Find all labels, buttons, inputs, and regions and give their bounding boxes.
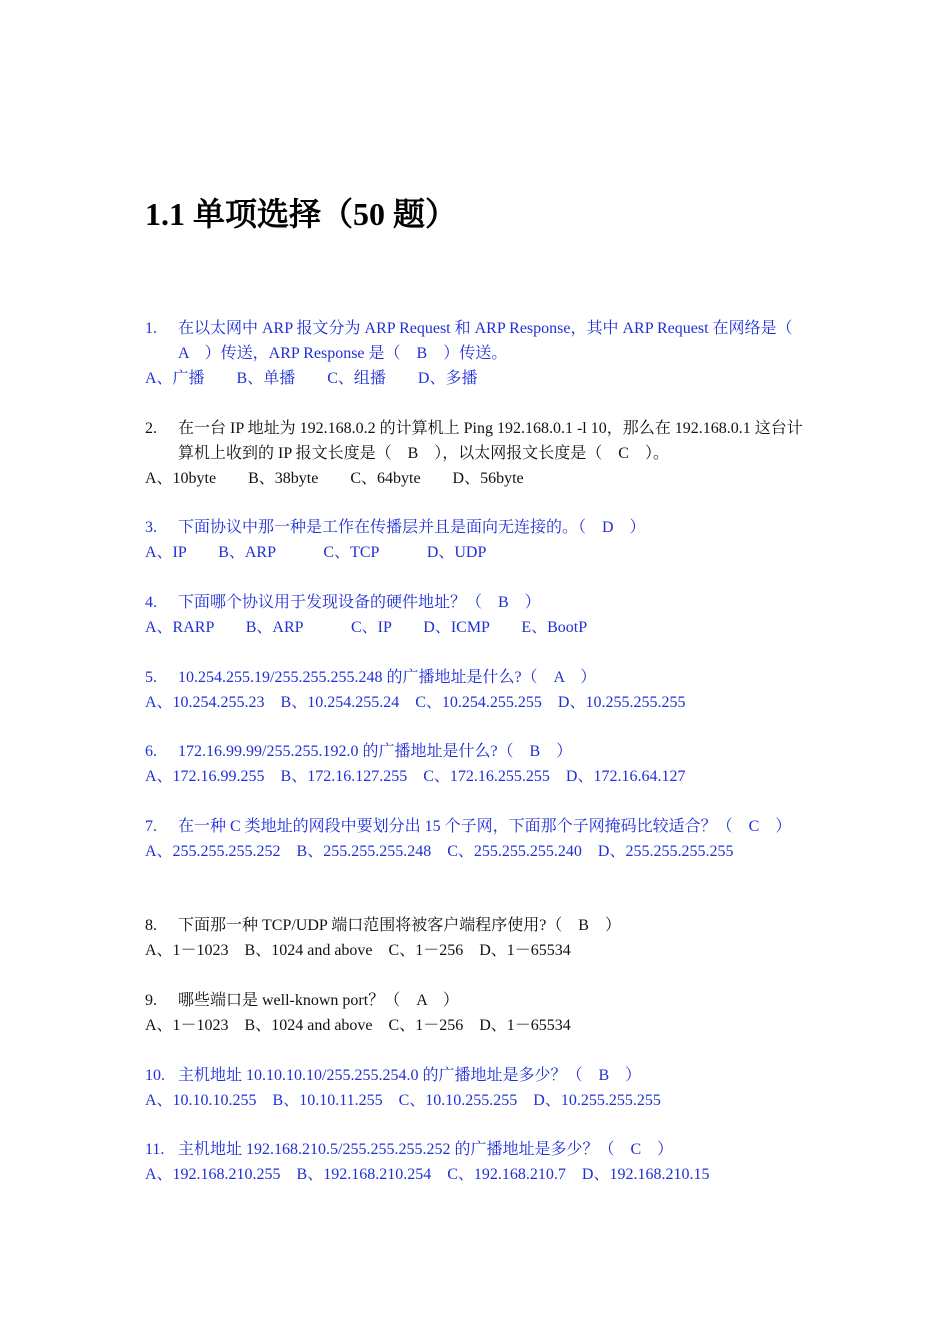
question-6	[145, 739, 815, 789]
question-number: 7.	[145, 818, 157, 835]
question-options: A、10.254.255.23 B、10.254.255.24 C、10.254.255.255 D、10.255.255.255	[145, 694, 686, 711]
question-number: 5.	[145, 669, 157, 686]
question-options: A、1－1023 B、1024 and above C、1－256 D、1－65534	[145, 1017, 571, 1034]
question-text: 在以太网中 ARP 报文分为 ARP Request 和 ARP Response，其中 ARP Request 在网络是（ A ）传送，ARP Response 是（ B ）传送。	[178, 320, 809, 362]
question-number: 9.	[145, 992, 157, 1009]
question-text: 在一种 C 类地址的网段中要划分出 15 个子网，下面那个子网掩码比较适合？（ C ）	[178, 818, 792, 835]
question-text: 172.16.99.99/255.255.192.0 的广播地址是什么?（ B ）	[178, 743, 573, 760]
question-11	[145, 1137, 815, 1187]
question-1	[145, 316, 815, 391]
question-options: A、255.255.255.252 B、255.255.255.248 C、255.255.255.240 D、255.255.255.255	[145, 843, 734, 860]
question-number: 3.	[145, 519, 157, 536]
question-text: 在一台 IP 地址为 192.168.0.2 的计算机上 Ping 192.168.0.1 -l 10，那么在 192.168.0.1 这台计算机上收到的 IP 报文长度是（ B ），以太网报文长度是（ C ）。	[178, 420, 803, 462]
question-options: A、172.16.99.255 B、172.16.127.255 C、172.16.255.255 D、172.16.64.127	[145, 768, 686, 785]
question-number: 8.	[145, 917, 157, 934]
section-heading: 1.1 单项选择（50 题）	[145, 196, 458, 232]
question-8	[145, 913, 815, 963]
question-options: A、广播 B、单播 C、组播 D、多播	[145, 370, 478, 387]
question-number: 2.	[145, 420, 157, 437]
question-4	[145, 590, 815, 640]
question-text: 主机地址 10.10.10.10/255.255.254.0 的广播地址是多少？（ B ）	[178, 1067, 642, 1084]
question-9	[145, 988, 815, 1038]
question-number: 1.	[145, 320, 157, 337]
question-3	[145, 515, 815, 565]
question-options: A、192.168.210.255 B、192.168.210.254 C、192.168.210.7 D、192.168.210.15	[145, 1166, 710, 1183]
question-5	[145, 665, 815, 715]
question-options: A、1－1023 B、1024 and above C、1－256 D、1－65534	[145, 942, 571, 959]
question-text: 主机地址 192.168.210.5/255.255.255.252 的广播地址是多少？（ C ）	[178, 1141, 674, 1158]
question-text: 下面哪个协议用于发现设备的硬件地址？（ B ）	[178, 594, 541, 611]
question-number: 4.	[145, 594, 157, 611]
question-options: A、10.10.10.255 B、10.10.11.255 C、10.10.255.255 D、10.255.255.255	[145, 1092, 661, 1109]
question-number: 6.	[145, 743, 157, 760]
question-10	[145, 1063, 815, 1113]
question-7	[145, 814, 815, 864]
question-2	[145, 416, 815, 491]
question-options: A、RARP B、ARP C、IP D、ICMP E、BootP	[145, 619, 588, 636]
question-text: 哪些端口是 well-known port？（ A ）	[178, 992, 459, 1009]
question-options: A、IP B、ARP C、TCP D、UDP	[145, 544, 487, 561]
question-text: 下面那一种 TCP/UDP 端口范围将被客户端程序使用?（ B ）	[178, 917, 621, 934]
question-number: 10.	[145, 1067, 165, 1084]
question-text: 10.254.255.19/255.255.255.248 的广播地址是什么?（ A ）	[178, 669, 597, 686]
question-options: A、10byte B、38byte C、64byte D、56byte	[145, 470, 524, 487]
question-text: 下面协议中那一种是工作在传播层并且是面向无连接的。（ D ）	[178, 519, 646, 536]
question-number: 11.	[145, 1141, 165, 1158]
